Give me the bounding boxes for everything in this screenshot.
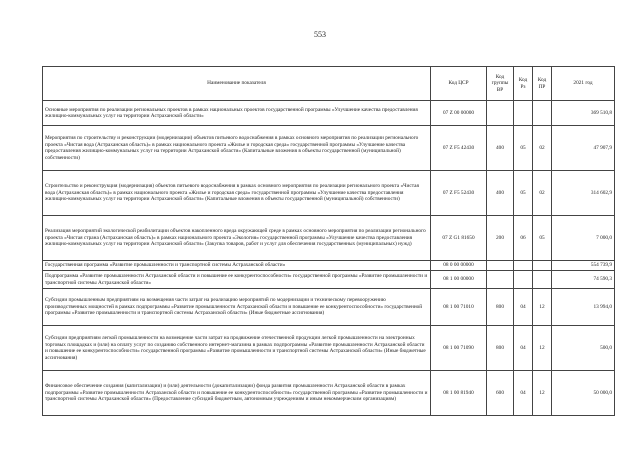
row-vr: 400 [487,126,514,171]
row-pr: 02 [533,171,552,216]
row-rz [514,101,533,126]
row-amount: 554 739,9 [552,261,615,271]
row-rz [514,271,533,289]
row-csr: 08 1 00 00000 [431,271,487,289]
row-rz [514,261,533,271]
row-csr: 08 0 00 00000 [431,261,487,271]
table-row [43,271,615,289]
row-vr [487,261,514,271]
header-name: Наименование показателя [43,67,431,101]
row-rz: 04 [514,326,533,371]
header-pr: Код ПР [533,67,552,101]
row-pr: 12 [533,371,552,416]
row-name: Субсидии промышленным предприятиям на возмещения части затрат на реализацию мероприятий по модернизации и техническому перевооружению производственных мощностей в рамках подпрограммы «Развитие промышленности Астраханской области и повышение ее конкурентоспособности» государственной программы «Развитие промышленности и транспортной системы Астраханской области» (Иные бюджетные ассигнования) [43,289,431,326]
row-vr: 200 [487,216,514,261]
row-name: Реализация мероприятий экологической реабилитации объектов накопленного вреда окружающей среде в рамках основного мероприятия по реализации регионального проекта «Чистая страна (Астраханская область)» в рамках национального проекта «Экология» государственной программы «Улучшение качества предоставления жилищно-коммунальных услуг на территории Астраханской области» (Закупка товаров, работ и услуг для обеспечения государственных (муниципальных) нужд) [43,216,431,261]
row-csr: 08 1 00 71090 [431,326,487,371]
row-csr: 07 Z F5 52430 [431,171,487,216]
header-year: 2021 год [552,67,615,101]
row-rz: 04 [514,289,533,326]
row-rz: 05 [514,171,533,216]
row-vr [487,271,514,289]
row-name: Государственная программа «Развитие промышленности и транспортной системы Астраханской области» [43,261,431,271]
row-name: Финансовое обеспечение создания (капитализации) и (или) деятельности (докапитализации) фонда развития промышленности Астраханской области в рамках подпрограммы «Развитие промышленности Астраханской области и повышение ее конкурентоспособности» государственной программы «Развитие промышленности и транспортной системы Астраханской области» (Предоставление субсидий бюджетным, автономным учреждениям и иным некоммерческим организациям) [43,371,431,416]
budget-table [42,66,615,416]
row-pr: 12 [533,289,552,326]
header-rz: Код Рз [514,67,533,101]
row-csr: 08 1 00 81940 [431,371,487,416]
row-pr [533,271,552,289]
row-rz: 05 [514,126,533,171]
row-amount: 50 000,0 [552,371,615,416]
row-amount: 314 602,9 [552,171,615,216]
row-pr: 02 [533,126,552,171]
row-name: Подпрограмма «Развитие промышленности Астраханской области и повышение ее конкурентоспособности» государственной программы «Развитие промышленности и транспортной системы Астраханской области» [43,271,431,289]
row-pr [533,261,552,271]
row-amount: 13 994,0 [552,289,615,326]
table-row [43,126,615,171]
row-csr: 08 1 00 71010 [431,289,487,326]
row-csr: 07 Z G1 81650 [431,216,487,261]
table-row [43,371,615,416]
row-amount: 7 000,0 [552,216,615,261]
row-vr: 400 [487,171,514,216]
row-name: Основные мероприятия по реализации региональных проектов в рамках национальных проектов государственной программы «Улучшение качества предоставления жилищно-коммунальных услуг на территории Астраханской области» [43,101,431,126]
page-number: 553 [314,30,326,39]
table-row [43,101,615,126]
table-row [43,171,615,216]
row-rz: 06 [514,216,533,261]
table-row [43,326,615,371]
row-pr: 12 [533,326,552,371]
row-pr [533,101,552,126]
row-vr: 800 [487,326,514,371]
row-pr: 05 [533,216,552,261]
row-name: Мероприятия по строительству и реконструкции (модернизации) объектов питьевого водоснабжения в рамках основного мероприятия по реализации регионального проекта «Чистая вода (Астраханская область)» в рамках национального проекта «Жилье и городская среда» государственной программы «Улучшение качества предоставления жилищно-коммунальных услуг на территории Астраханской области» (Капитальные вложения в объекты государственной (муниципальной) собственности) [43,126,431,171]
row-name: Субсидии предприятиям легкой промышленности на возмещение части затрат на продвижение отечественной продукции легкой промышленности на электронных торговых площадках и (или) на оплату услуг по созданию собственного интернет-магазина в рамках подпрограммы «Развитие промышленности Астраханской области и повышение ее конкурентоспособности» государственной программы «Развитие промышленности и транспортной системы Астраханской области» (Иные бюджетные ассигнования) [43,326,431,371]
row-amount: 47 907,9 [552,126,615,171]
row-rz: 04 [514,371,533,416]
row-csr: 07 Z 00 00000 [431,101,487,126]
table-header-row [43,67,615,101]
row-name: Строительство и реконструкция (модернизация) объектов питьевого водоснабжения в рамках основного мероприятия по реализации регионального проекта «Чистая вода (Астраханская область)» в рамках национального проекта «Жилье и городская среда» государственной программы «Улучшение качества предоставления жилищно-коммунальных услуг на территории Астраханской области» (Капитальные вложения в объекты государственной (муниципальной) собственности) [43,171,431,216]
row-amount: 369 510,8 [552,101,615,126]
table-row [43,289,615,326]
row-vr: 800 [487,289,514,326]
header-csr: Код ЦСР [431,67,487,101]
row-vr [487,101,514,126]
table-row [43,261,615,271]
row-amount: 74 590,3 [552,271,615,289]
row-amount: 500,0 [552,326,615,371]
table-row [43,216,615,261]
header-vr: Код группы ВР [487,67,514,101]
row-vr: 600 [487,371,514,416]
row-csr: 07 Z F5 42430 [431,126,487,171]
